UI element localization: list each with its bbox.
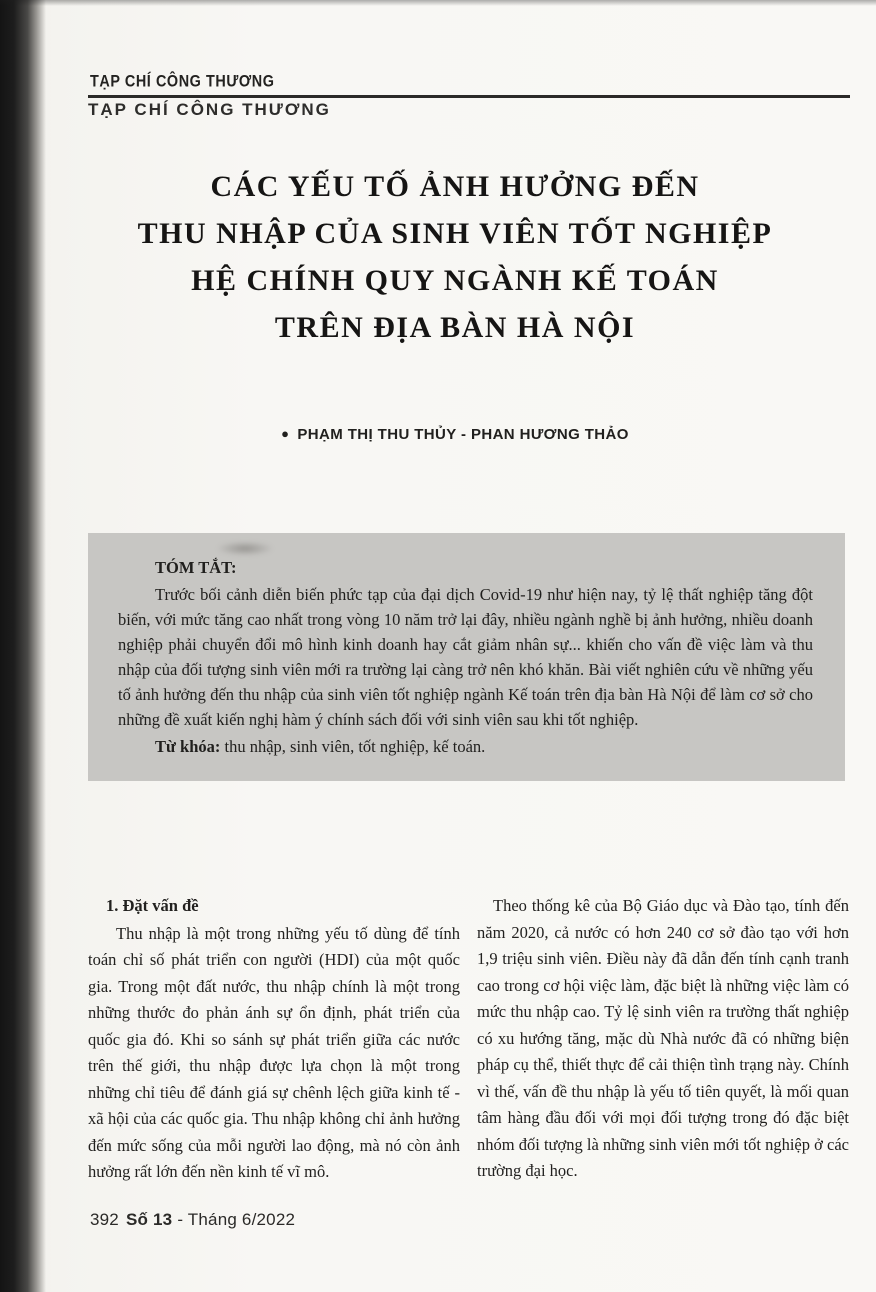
header-ghost-text: TẠP CHÍ CÔNG THƯƠNG	[88, 100, 331, 119]
title-line-1: CÁC YẾU TỐ ẢNH HƯỞNG ĐẾN	[210, 170, 700, 203]
section-1-paragraph-left: Thu nhập là một trong những yếu tố dùng để tính toán chỉ số phát triển con người (HDI) của một quốc gia. Trong một đất nước, thu nhập chính là một trong những thước đo phản ánh sự ổn định, phát triển của quốc gia đó. Khi so sánh sự phát triển giữa các nước trên thế giới, thu nhập được lựa chọn là một trong những chỉ tiêu để đánh giá sự chênh lệch giữa kinh tế - xã hội của các quốc gia. Thu nhập không chỉ ảnh hưởng đến mức sống của mỗi người lao động, mà nó còn ảnh hưởng rất lớn đến nền kinh tế vĩ mô.	[88, 923, 460, 1181]
page-number: 392	[90, 1210, 119, 1229]
body-column-right	[477, 893, 849, 1185]
body-column-left	[88, 893, 460, 1186]
issue-date: - Tháng 6/2022	[177, 1210, 296, 1229]
header-rule	[88, 95, 850, 98]
title-line-2: THU NHẬP CỦA SINH VIÊN TỐT NGHIỆP	[137, 217, 773, 250]
section-1-paragraph-right: Theo thống kê của Bộ Giáo dục và Đào tạo, tính đến năm 2020, cả nước có hơn 240 cơ sở đào tạo với hơn 1,9 triệu sinh viên. Điều này đã dẫn đến tính cạnh tranh cao trong cơ hội việc làm, đặc biệt là những việc làm có mức thu nhập cao. Tỷ lệ sinh viên ra trường thất nghiệp có xu hướng tăng, mặc dù Nhà nước đã có những biện pháp cụ thể, thiết thực để cải thiện tình trạng này. Chính vì thế, vấn đề thu nhập là yếu tố tiên quyết, là mối quan tâm hàng đầu đối với mọi đối tượng trong đó đặc biệt nhóm đối tượng là những sinh viên mới tốt nghiệp ở các trường đại học.	[477, 896, 849, 1180]
page-footer	[90, 1210, 295, 1230]
scan-smudge	[216, 541, 274, 556]
header-ghost-print	[88, 100, 388, 119]
scan-edge-shadow	[0, 0, 46, 1292]
authors-line	[50, 426, 860, 443]
scan-top-shadow	[0, 0, 876, 6]
author-names: PHẠM THỊ THU THỦY - PHAN HƯƠNG THẢO	[297, 426, 629, 443]
issue-label: Số 13	[125, 1210, 173, 1229]
article-title	[50, 163, 860, 351]
abstract-keywords	[118, 734, 813, 759]
abstract-box	[88, 533, 845, 781]
section-1-heading: 1. Đặt vấn đề	[106, 896, 199, 915]
abstract-heading: TÓM TẮT:	[155, 558, 237, 577]
journal-name: TẠP CHÍ CÔNG THƯƠNG	[90, 72, 275, 92]
abstract-body: Trước bối cảnh diễn biến phức tạp của đại dịch Covid-19 như hiện nay, tỷ lệ thất nghiệp tăng đột biến, với mức tăng cao nhất trong vòng 10 năm trở lại đây, nhiều ngành nghề bị ảnh hưởng, nhiều doanh nghiệp phải chuyển đổi mô hình kinh doanh hay cắt giảm nhân sự... khiến cho vấn đề việc làm và thu nhập của đối tượng sinh viên mới ra trường lại càng trở nên khó khăn. Bài viết nghiên cứu về những yếu tố ảnh hưởng đến thu nhập của sinh viên tốt nghiệp ngành Kế toán trên địa bàn Hà Nội để làm cơ sở cho những đề xuất kiến nghị hàm ý chính sách đối với sinh viên sau khi tốt nghiệp.	[118, 585, 813, 729]
title-line-3: HỆ CHÍNH QUY NGÀNH KẾ TOÁN	[191, 264, 719, 297]
title-line-4: TRÊN ĐỊA BÀN HÀ NỘI	[274, 311, 636, 344]
keywords-text: thu nhập, sinh viên, tốt nghiệp, kế toán.	[220, 737, 486, 756]
keywords-label: Từ khóa:	[155, 737, 221, 756]
author-bullet-icon: ●	[281, 426, 290, 441]
